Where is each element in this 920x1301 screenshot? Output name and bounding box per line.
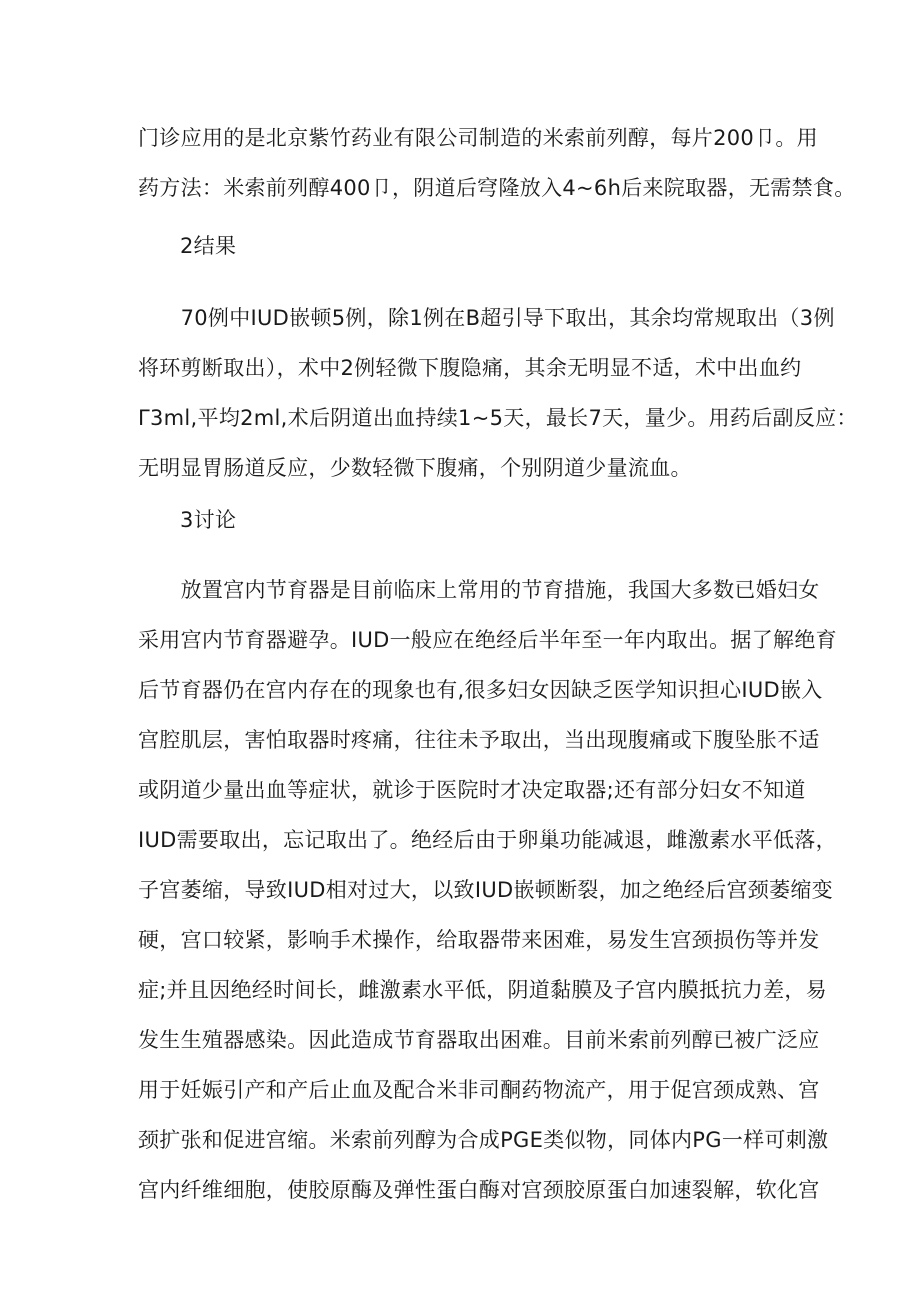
text-line: 用于妊娠引产和产后止血及配合米非司酮药物流产，用于促宫颈成熟、宫 [138,1078,820,1102]
text-line: 门诊应用的是北京紫竹药业有限公司制造的米索前列醇，每片200卩。用 [138,126,818,150]
text-line: Γ3ml,平均2ml,术后阴道出血持续1~5天，最长7天，量少。用药后副反应： [138,406,858,430]
text-line: 药方法：米索前列醇400卩，阴道后穹隆放入4~6h后来院取器，无需禁食。 [138,176,856,200]
section-heading-discussion: 3讨论 [180,508,237,532]
paragraph-discussion [138,565,837,1215]
paragraph-results [138,293,858,493]
section-heading-results: 2结果 [180,234,237,258]
text-line: 将环剪断取出），术中2例轻微下腹隐痛，其余无明显不适，术中出血约 [138,356,802,380]
text-line: 发生生殖器感染。因此造成节育器取出困难。目前米索前列醇已被广泛应 [138,1028,820,1052]
text-line: IUD需要取出，忘记取出了。绝经后由于卵巢功能减退，雌激素水平低落， [138,828,837,852]
text-line: 子宫萎缩，导致IUD相对过大，以致IUD嵌顿断裂，加之绝经后宫颈萎缩变 [138,878,833,902]
text-line: 宫腔肌层，害怕取器时疼痛，往往未予取出，当出现腹痛或下腹坠胀不适 [138,728,820,752]
text-line: 无明显胃肠道反应，少数轻微下腹痛，个别阴道少量流血。 [138,456,692,480]
text-line: 宫内纤维细胞，使胶原酶及弹性蛋白酶对宫颈胶原蛋白加速裂解，软化宫 [138,1178,820,1202]
text-line: 后节育器仍在宫内存在的现象也有,很多妇女因缺乏医学知识担心IUD嵌入 [138,678,823,702]
text-line: 70例中IUD嵌顿5例，除1例在B超引导下取出，其余均常规取出（3例 [138,306,835,330]
text-line: 症;并且因绝经时间长，雌激素水平低，阴道黏膜及子宫内膜抵抗力差，易 [138,978,827,1002]
text-line: 硬，宫口较紧，影响手术操作，给取器带来困难，易发生宫颈损伤等并发 [138,928,820,952]
paragraph-methods-continued [138,113,856,213]
text-line: 或阴道少量出血等症状，就诊于医院时才决定取器;还有部分妇女不知道 [138,778,806,802]
text-line: 颈扩张和促进宫缩。米索前列醇为合成PGE类似物，同体内PG一样可刺激 [138,1128,829,1152]
text-line: 放置宫内节育器是目前临床上常用的节育措施，我国大多数已婚妇女 [138,578,820,602]
document-body [138,113,858,1215]
text-line: 采用宫内节育器避孕。IUD一般应在绝经后半年至一年内取出。据了解绝育 [138,628,837,652]
